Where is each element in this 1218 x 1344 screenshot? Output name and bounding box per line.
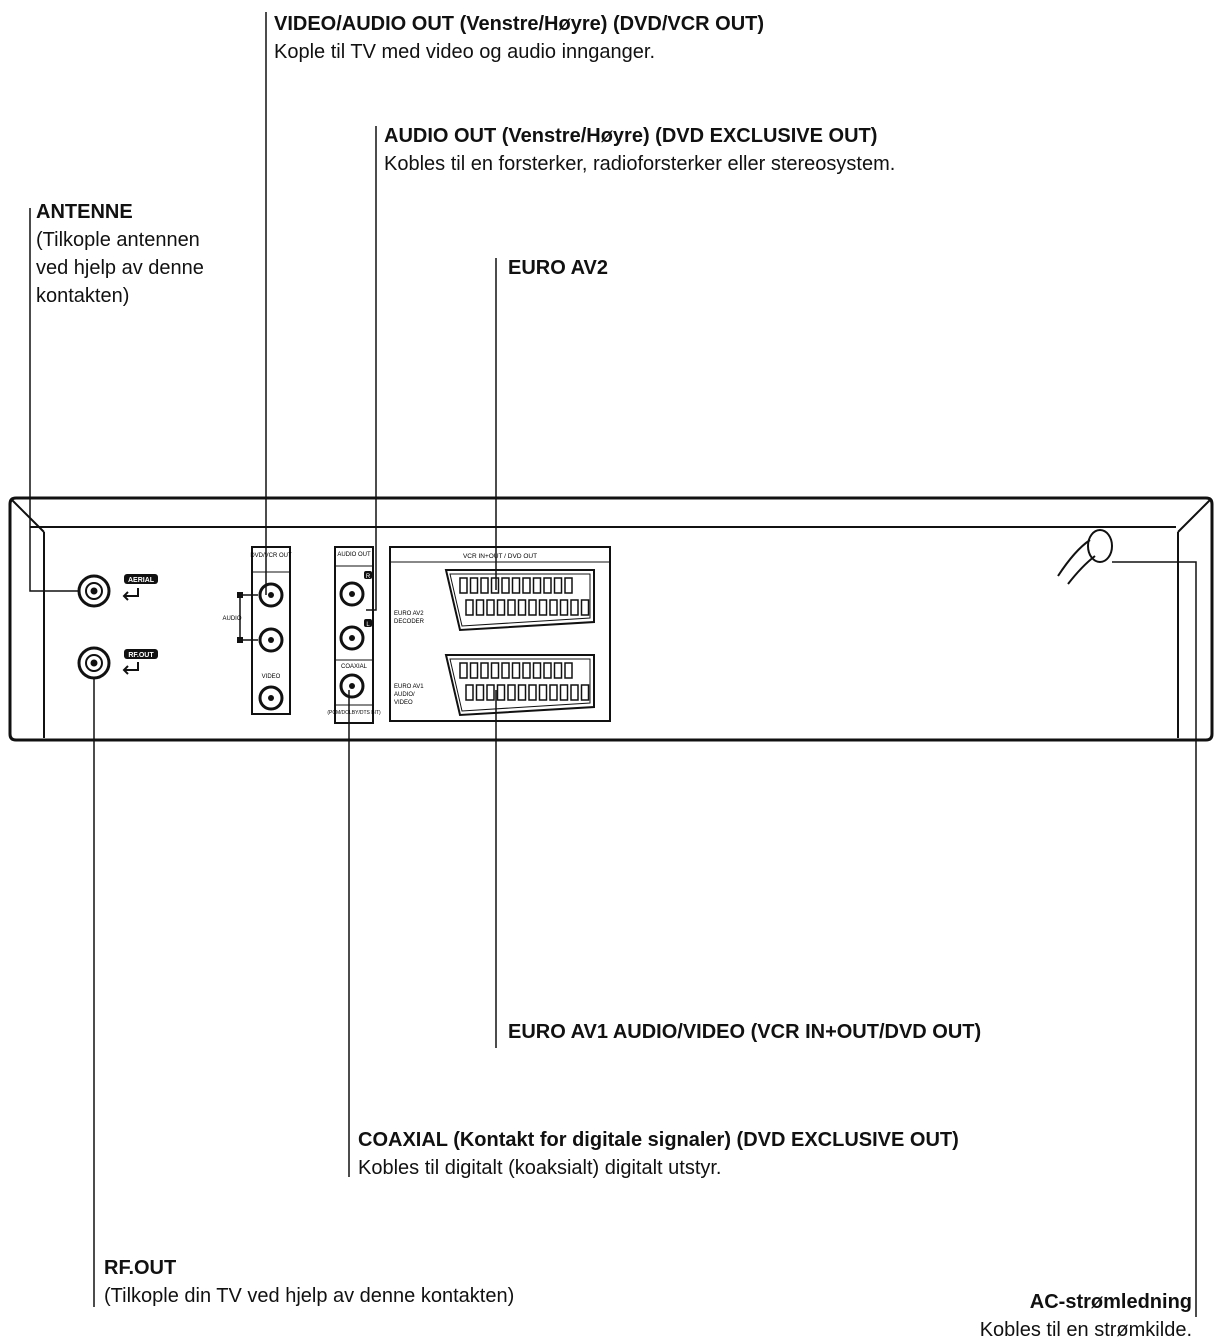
scart-av2-pins-top [460,578,572,593]
scart-pin [492,663,499,678]
scart-pin [565,578,572,593]
scart-pin [481,663,488,678]
scart-pin [571,685,578,700]
video-audio-out-desc: Kople til TV med video og audio innganger. [274,41,656,63]
scart-pin [565,663,572,678]
scart-pin [523,663,530,678]
scart-av2-pins-bottom [466,600,589,615]
callout-ac-power [980,1288,1192,1344]
audio-label: AUDIO [222,616,242,622]
scart-av1-pins-bottom [466,685,589,700]
scart-pin [529,685,536,700]
pcm-dts-label: (PCM/DOLBY/DTS BIT) [327,710,381,716]
decoder-panel-label: DECODER [394,619,425,625]
audio-out-panel-label: AUDIO OUT [337,552,371,558]
rf-out-title: RF.OUT [104,1257,177,1279]
coaxial-desc: Kobles til digitalt (koaksialt) digitalt utstyr. [358,1157,722,1179]
rf-out-badge [124,649,158,674]
scart-pin [502,663,509,678]
scart-pin [571,600,578,615]
antenne-desc-line-3: kontakten) [36,285,130,307]
scart-pin [487,600,494,615]
scart-pin [477,685,484,700]
audio-out-block [327,547,381,723]
scart-pin [513,578,520,593]
rf-out-jack [79,648,109,678]
scart-pin [508,600,515,615]
rf-out-badge-text: RF.OUT [128,652,154,659]
scart-pin [498,685,505,700]
scart-pin [502,578,509,593]
scart-pin [561,685,568,700]
scart-pin [555,578,562,593]
scart-pin [582,685,589,700]
euro-av1-title: EURO AV1 AUDIO/VIDEO (VCR IN+OUT/DVD OUT) [508,1021,982,1043]
coaxial-panel-label: COAXIAL [340,664,368,670]
r-badge: R [365,574,371,580]
dvd-vcr-out-block [222,547,292,714]
video-label: VIDEO [261,674,281,680]
scart-pin [481,578,488,593]
ac-power-desc: Kobles til en strømkilde. [979,1319,1192,1341]
scart-pin [519,600,526,615]
video-audio-out-title: VIDEO/AUDIO OUT (Venstre/Høyre) (DVD/VCR OUT) [274,13,765,35]
aerial-badge [124,574,158,600]
scart-pin [529,600,536,615]
scart-pin [460,578,467,593]
video-panel-label: VIDEO [394,700,413,706]
scart-pin [487,685,494,700]
callout-audio-out [384,122,895,178]
scart-pin [544,663,551,678]
scart-pin [555,663,562,678]
audio-out-desc: Kobles til en forsterker, radioforsterker eller stereosystem. [384,153,896,175]
callout-rf-out [104,1254,514,1310]
audio-out-title: AUDIO OUT (Venstre/Høyre) (DVD EXCLUSIVE OUT) [384,125,878,147]
scart-pin [513,663,520,678]
coaxial-title: COAXIAL (Kontakt for digitale signaler) (DVD EXCLUSIVE OUT) [358,1129,959,1151]
aerial-jack [79,576,109,606]
scart-header-label: VCR IN+OUT / DVD OUT [462,553,538,560]
scart-pin [466,685,473,700]
scart-pin [492,578,499,593]
antenne-title: ANTENNE [36,201,133,223]
scart-pin [471,578,478,593]
scart-pin [561,600,568,615]
callout-euro-av2 [508,254,608,282]
callout-coaxial [358,1126,959,1182]
callout-video-audio-out [274,10,764,66]
scart-pin [550,600,557,615]
scart-pin [550,685,557,700]
scart-pin [477,600,484,615]
ac-power-title: AC-strømledning [1029,1291,1192,1313]
leader-lines [30,12,1196,1317]
audio-slash-panel-label: AUDIO/ [394,692,415,698]
antenne-desc-line-1: (Tilkople antennen [36,229,200,251]
scart-pin [540,600,547,615]
scart-pin [534,578,541,593]
scart-pin [534,663,541,678]
scart-pin [508,685,515,700]
scart-pin [471,663,478,678]
scart-pin [544,578,551,593]
scart-block [390,547,610,721]
scart-pin [519,685,526,700]
l-badge: L [366,622,370,628]
scart-pin [523,578,530,593]
euro-av1-panel-label: EURO AV1 [394,684,424,690]
power-cord [1058,530,1112,584]
scart-pin [460,663,467,678]
callout-euro-av1 [508,1018,981,1046]
aerial-badge-text: AERIAL [127,577,155,584]
rf-out-desc: (Tilkople din TV ved hjelp av denne kontakten) [104,1285,515,1307]
scart-pin [540,685,547,700]
scart-av1-pins-top [460,663,572,678]
antenne-desc-line-2: ved hjelp av denne [36,257,204,279]
euro-av2-panel-label: EURO AV2 [394,611,424,617]
euro-av2-title: EURO AV2 [508,257,609,279]
callout-antenne [36,198,204,310]
dvd-vcr-out-label: DVD/VCR OUT [250,553,292,559]
scart-pin [582,600,589,615]
scart-pin [498,600,505,615]
scart-pin [466,600,473,615]
